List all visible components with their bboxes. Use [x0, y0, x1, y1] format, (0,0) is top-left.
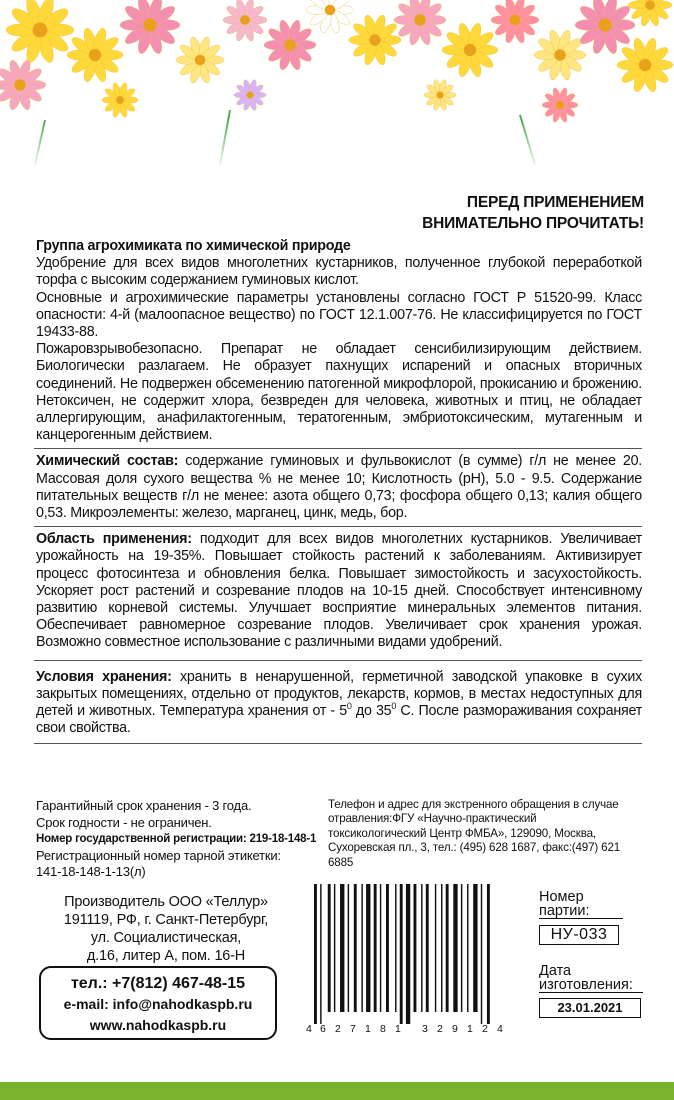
- barcode-bar: [380, 884, 381, 1012]
- barcode-digit: 9: [452, 1023, 458, 1035]
- flower-shape: [67, 27, 123, 83]
- barcode-digit: 6: [320, 1023, 326, 1035]
- barcode-bar: [334, 884, 335, 1012]
- flower-shape: [0, 59, 46, 111]
- barcode-bar: [386, 884, 389, 1012]
- product-description: [36, 238, 642, 748]
- guarantee-period: Гарантийный срок хранения - 3 года.: [36, 798, 252, 813]
- barcode-bar: [366, 884, 370, 1012]
- barcode-bar: [414, 884, 417, 1012]
- manufacture-date-block: [539, 964, 659, 1018]
- barcode-digit: 7: [350, 1023, 356, 1035]
- manufacture-date-value: 23.01.2021: [539, 998, 641, 1018]
- manufacture-label-1: Дата: [539, 963, 572, 979]
- flower-shape: [264, 19, 316, 71]
- flower-shape: [306, 0, 354, 34]
- emergency-contact: Телефон и адрес для экстренного обращения в случае отравления:ФГУ «Научно-практический токсикологический Центр ФМБА», 129090, Москва, Сухоревская пл., 3, тел.: (495) 628 1687, факс:(497) 621 6885: [328, 798, 621, 869]
- barcode-digit: 1: [365, 1023, 371, 1035]
- state-registration: Номер государственной регистрации: 219-18-148-1: [36, 833, 317, 845]
- barcode-bar: [314, 884, 317, 1024]
- composition-text: содержание гуминовых и фульвокислот (в сумме) г/л не менее 20. Массовая доля сухого вещества % не менее 10; Кислотность (pH), 5.0 - 9.5. Содержание питательных веществ г/л не менее: азота общего 0,73; фосфора общего 0,13; калия общего 0,53. Микроэлементы: железо, марганец, цинк, медь, бор.: [36, 453, 642, 522]
- batch-label-2: партии:: [539, 904, 623, 919]
- barcode-digit: 8: [380, 1023, 386, 1035]
- barcode-bar: [340, 884, 344, 1012]
- barcode-digit: 2: [437, 1023, 443, 1035]
- barcode-bar: [354, 884, 357, 1012]
- flower-shape: [102, 82, 138, 118]
- flower-border-image: [0, 0, 674, 170]
- validity-period: Срок годности - не ограничен.: [36, 814, 212, 830]
- divider: [34, 660, 642, 661]
- flower-shape: [120, 0, 180, 55]
- barcode-digit: 4: [497, 1023, 503, 1035]
- barcode-digit: 2: [335, 1023, 341, 1035]
- flower-shape: [491, 0, 539, 44]
- producer-address-line: 191119, РФ, г. Санкт-Петербург,: [63, 912, 269, 928]
- group-paragraph-1: Удобрение для всех видов многолетних кустарников, полученное глубокой переработкой торфа с высоким содержанием гуминовых кислот.: [36, 255, 642, 289]
- barcode-bar: [453, 884, 457, 1012]
- flower-shape: [349, 14, 401, 66]
- divider: [34, 526, 642, 527]
- group-heading: Группа агрохимиката по химической природе: [36, 238, 351, 254]
- flower-shape: [542, 87, 578, 123]
- email-link[interactable]: e-mail: info@nahodkaspb.ru: [63, 996, 253, 1012]
- barcode-bar: [320, 884, 321, 1024]
- warning-line-1: ПЕРЕД ПРИМЕНЕНИЕМ: [466, 194, 644, 211]
- application-text: подходит для всех видов многолетних кустарников. Увеличивает урожайность на 19-35%. Повышает стойкость растений к заболеваниям. Активизирует процесс фотосинтеза и обновления белка. Повышает зимостойкость и засухостойкость. Ускоряет рост растений и созревание плодов на 10-15 дней. Способствует интенсивному развитию корневой системы. Улучшает восприятие минеральных элементов питания. Обеспечивает равномерное созревание плодов. Увеличивает срок хранения урожая. Возможно совместное использование с различными видами удобрений.: [36, 531, 642, 651]
- barcode-bar: [487, 884, 490, 1024]
- barcode-bar: [481, 884, 482, 1024]
- phone-number[interactable]: тел.: +7(812) 467-48-15: [70, 975, 246, 992]
- flower-shape: [575, 0, 635, 55]
- producer-name: Производитель ООО «Теллур»: [64, 894, 268, 910]
- barcode-bar: [435, 884, 436, 1012]
- barcode-bar: [348, 884, 349, 1012]
- barcode-bar: [473, 884, 477, 1012]
- composition-label: Химический состав:: [36, 453, 179, 470]
- storage-label: Условия хранения:: [36, 668, 172, 685]
- application-section: [36, 531, 642, 651]
- barcode-bar: [328, 884, 331, 1012]
- barcode-digit: 1: [395, 1023, 401, 1035]
- website-link[interactable]: www.nahodkaspb.ru: [89, 1017, 227, 1033]
- storage-section: Условия хранения: хранить в ненарушенной, герметичной заводской упаковке в сухих закрытых помещениях, отдельно от продуктов, лекарств, кормов, в местах недоступных для детей и животных. Температура хранения от - $5^0$ до $35^0$ С. После размораживания сохраняет свои свойства.: [36, 668, 643, 737]
- batch-number-value: НУ-033: [539, 925, 619, 945]
- producer-address-line: ул. Социалистическая,: [90, 930, 242, 946]
- barcode-bar: [395, 884, 396, 1012]
- flower-shape: [442, 22, 498, 78]
- flower-shape: [394, 0, 446, 46]
- label-registration-label: Регистрационный номер тарной этикетки:: [36, 847, 281, 863]
- flower-shape: [628, 0, 672, 27]
- flower-shape: [424, 79, 456, 111]
- barcode-bar: [426, 884, 429, 1012]
- barcode-bar: [441, 884, 442, 1012]
- barcode-bar: [400, 884, 403, 1024]
- bottom-green-strip: [0, 1082, 674, 1100]
- manufacture-label-2: изготовления:: [539, 978, 643, 993]
- flower-shape: [6, 0, 74, 64]
- flower-shape: [176, 36, 224, 84]
- producer-info: [36, 893, 296, 965]
- flower-shape: [234, 79, 266, 111]
- barcode-bar: [446, 884, 449, 1012]
- barcode: [306, 882, 531, 1042]
- barcode-bar: [421, 884, 422, 1012]
- batch-number-block: [539, 890, 649, 945]
- contact-box: [39, 966, 277, 1040]
- barcode-bar: [361, 884, 362, 1012]
- group-paragraph-2: Основные и агрохимические параметры установлены согласно ГОСТ Р 51520-99. Класс опасности: 4-й (малоопасное вещество) по ГОСТ 12.1.007-76. Не классифицируется по ГОСТ 19433-88.: [36, 289, 642, 341]
- barcode-bar: [406, 884, 410, 1024]
- barcode-digit: 1: [467, 1023, 473, 1035]
- composition-section: [36, 453, 642, 522]
- read-before-use-warning: [422, 192, 644, 234]
- barcode-bar: [467, 884, 468, 1012]
- warning-line-2: ВНИМАТЕЛЬНО ПРОЧИТАТЬ!: [422, 215, 644, 232]
- group-paragraph-3: Пожаровзрывобезопасно. Препарат не обладает сенсибилизирующим действием. Биологически разлагаем. Не образует пахнущих испарений и опасных вторичных соединений. Не подвержен обсеменению патогенной микрофлорой, прокисанию и брожению. Нетоксичен, не содержит хлора, безвреден для человека, животных и птиц, не обладает аллергирующим, анафилактогенным, тератогенным, эмбриотоксическим, мутагенным и канцерогенным действием.: [36, 341, 642, 444]
- barcode-digit: 4: [306, 1023, 312, 1035]
- flower-shape: [223, 0, 267, 42]
- divider: [34, 448, 642, 449]
- label-registration-value: 141-18-148-1-13(л): [36, 864, 146, 879]
- batch-label-1: Номер: [539, 889, 584, 905]
- flower-shape: [617, 37, 673, 93]
- shelf-life-info: [36, 798, 326, 881]
- barcode-bar: [461, 884, 462, 1012]
- divider: [34, 743, 642, 744]
- application-label: Область применения:: [36, 531, 192, 548]
- flower-shape: [534, 29, 586, 81]
- barcode-bar: [374, 884, 377, 1012]
- barcode-digit: 3: [422, 1023, 428, 1035]
- barcode-digit: 2: [482, 1023, 488, 1035]
- producer-address-line: д.16, литер А, пом. 16-Н: [86, 948, 246, 964]
